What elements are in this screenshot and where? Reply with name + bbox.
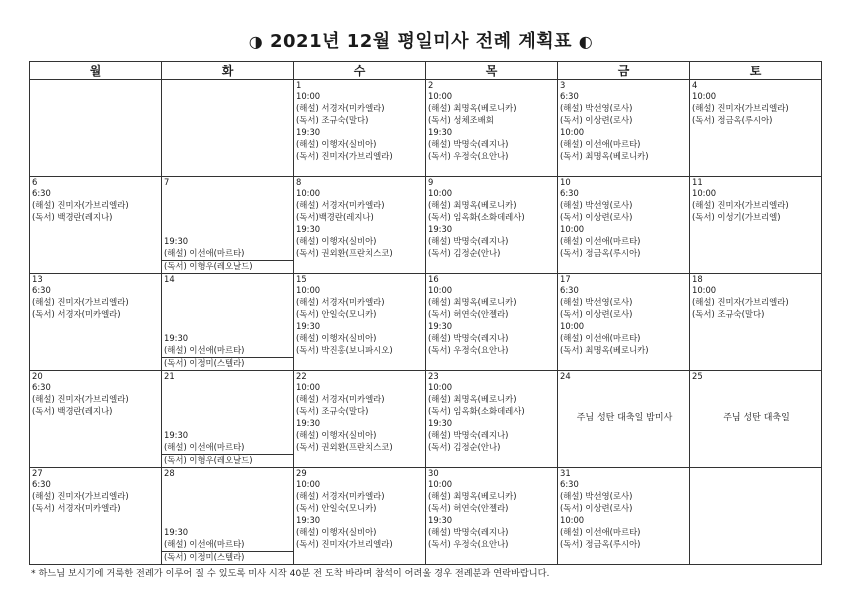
schedule-line: 10:00	[296, 479, 321, 489]
schedule-line: 10:00	[692, 91, 717, 101]
weekday-sat: 토	[690, 62, 822, 80]
schedule-line: 6:30	[560, 91, 579, 101]
schedule-line: 19:30	[296, 223, 321, 234]
special-mass-label: 주님 성탄 대축일	[723, 412, 790, 423]
schedule-line: 10:00	[560, 126, 585, 137]
day-number: 10	[560, 177, 571, 187]
schedule-line: (해설) 이선애(마르타)	[560, 332, 641, 343]
day-cell	[30, 371, 162, 468]
title-text: 2021년 12월 평일미사 전례 계획표	[270, 31, 572, 52]
schedule-line: (해설) 이행자(실비아)	[296, 429, 377, 440]
schedule-line: (독서) 조규숙(말다)	[692, 308, 765, 319]
weekday-wed: 수	[294, 62, 426, 80]
schedule-line: (독서) 이상련(로사)	[560, 211, 633, 222]
day-cell	[162, 274, 294, 371]
day-cell	[294, 177, 426, 274]
day-cell	[558, 371, 690, 468]
day-cell-content	[30, 468, 161, 564]
schedule-line: 19:30	[296, 417, 321, 428]
day-cell	[162, 177, 294, 274]
day-cell-content	[162, 468, 293, 564]
schedule-line: 19:30	[428, 320, 453, 331]
schedule-line: (독서) 안일숙(모니카)	[296, 502, 377, 513]
day-cell	[690, 80, 822, 177]
schedule-line: (해설) 박명숙(레지나)	[428, 429, 509, 440]
schedule-line: (독서) 권외환(프란치스코)	[296, 247, 393, 258]
schedule-line: (해설) 진미자(가브리엘라)	[692, 199, 789, 210]
day-number: 7	[164, 177, 170, 187]
day-cell-content	[690, 371, 821, 467]
schedule-line: (독서) 정금옥(루시아)	[560, 247, 641, 258]
day-number	[692, 468, 821, 479]
day-cell-content	[162, 177, 293, 273]
day-cell-content	[30, 371, 161, 467]
schedule-line: (해설) 이선애(마르타)	[560, 526, 641, 537]
schedule-line: (해설) 이선애(마르타)	[162, 248, 293, 261]
weekday-tue: 화	[162, 62, 294, 80]
week-row	[30, 177, 822, 274]
schedule-line: (독서) 우정숙(요안나)	[428, 538, 509, 549]
schedule-line: (해설) 진미자(가브리엘라)	[32, 296, 129, 307]
schedule-line: (독서) 우정숙(요안나)	[428, 150, 509, 161]
schedule-line: (해설) 진미자(가브리엘라)	[32, 393, 129, 404]
schedule-line: 10:00	[692, 188, 717, 198]
schedule-line: (독서) 진미자(가브리엘라)	[296, 538, 393, 549]
schedule-line: 6:30	[32, 479, 51, 489]
schedule-line: (독서)백경란(레지나)	[296, 211, 374, 222]
day-cell	[294, 371, 426, 468]
day-cell	[162, 468, 294, 565]
schedule-line: 19:30	[428, 417, 453, 428]
week-row	[30, 468, 822, 565]
schedule-line: 19:30	[296, 320, 321, 331]
day-number: 16	[428, 274, 439, 284]
day-number	[32, 80, 161, 91]
day-cell-content	[558, 177, 689, 273]
schedule-line: (해설) 진미자(가브리엘라)	[32, 199, 129, 210]
schedule-line: 10:00	[428, 188, 453, 198]
schedule-line: (독서) 최명옥(베로니카)	[560, 344, 649, 355]
schedule-line: (독서) 이상련(로사)	[560, 308, 633, 319]
schedule-line: 19:30	[164, 236, 189, 247]
day-cell-content	[690, 468, 821, 564]
day-number: 20	[32, 371, 43, 381]
day-cell-content	[690, 274, 821, 370]
day-cell	[30, 177, 162, 274]
schedule-line: 10:00	[296, 285, 321, 295]
day-cell	[690, 468, 822, 565]
schedule-line: (해설) 박선영(로사)	[560, 102, 633, 113]
schedule-line: 6:30	[32, 285, 51, 295]
schedule-line: (해설) 진미자(가브리엘라)	[692, 296, 789, 307]
day-cell-content	[294, 177, 425, 273]
schedule-line: (독서) 백경란(레지나)	[32, 211, 113, 222]
day-cell	[426, 371, 558, 468]
schedule-line: 10:00	[560, 514, 585, 525]
day-number: 29	[296, 468, 307, 478]
schedule-line: (독서) 정금옥(루시아)	[692, 114, 773, 125]
day-number: 1	[296, 80, 302, 90]
day-number: 17	[560, 274, 571, 284]
day-cell	[690, 371, 822, 468]
schedule-line: (독서) 임옥화(소화데레사)	[428, 405, 525, 416]
day-number: 6	[32, 177, 38, 187]
day-number: 27	[32, 468, 43, 478]
day-cell	[30, 274, 162, 371]
schedule-line: (해설) 서경자(미카엘라)	[296, 393, 385, 404]
schedule-line: (해설) 박명숙(레지나)	[428, 526, 509, 537]
day-number: 25	[692, 371, 703, 381]
schedule-line: (독서) 이성기(가브리엘)	[692, 211, 781, 222]
schedule-line: (해설) 진미자(가브리엘라)	[692, 102, 789, 113]
day-number: 2	[428, 80, 434, 90]
weekday-thu: 목	[426, 62, 558, 80]
day-cell	[690, 177, 822, 274]
schedule-line: 19:30	[428, 514, 453, 525]
schedule-line: (해설) 박선영(로사)	[560, 199, 633, 210]
schedule-line: 6:30	[560, 285, 579, 295]
day-number: 23	[428, 371, 439, 381]
schedule-line: (독서) 박진홍(보니파시오)	[296, 344, 393, 355]
schedule-line: 6:30	[32, 382, 51, 392]
week-row	[30, 80, 822, 177]
week-row	[30, 274, 822, 371]
day-cell	[162, 371, 294, 468]
schedule-line: (해설) 이행자(실비아)	[296, 526, 377, 537]
day-number: 24	[560, 371, 571, 381]
schedule-line: (해설) 박명숙(레지나)	[428, 235, 509, 246]
day-cell-content	[426, 80, 557, 176]
day-cell-content	[162, 371, 293, 467]
schedule-line: (해설) 박명숙(레지나)	[428, 138, 509, 149]
schedule-line: 6:30	[32, 188, 51, 198]
schedule-line: 19:30	[428, 223, 453, 234]
day-cell	[294, 274, 426, 371]
schedule-line: (독서) 김정순(안나)	[428, 441, 501, 452]
day-cell-content	[30, 80, 161, 176]
schedule-line: 19:30	[296, 514, 321, 525]
day-cell-content	[426, 177, 557, 273]
day-number: 9	[428, 177, 434, 187]
schedule-line: 19:30	[428, 126, 453, 137]
schedule-line: (해설) 최명옥(베로니카)	[428, 393, 517, 404]
day-number: 15	[296, 274, 307, 284]
schedule-line: (독서) 권외환(프란치스코)	[296, 441, 393, 452]
day-cell	[558, 274, 690, 371]
schedule-line: (독서) 백경란(레지나)	[32, 405, 113, 416]
schedule-line: (해설) 이선애(마르타)	[162, 442, 293, 455]
day-cell	[30, 468, 162, 565]
schedule-line: (독서) 최명옥(베로니카)	[560, 150, 649, 161]
schedule-line: (해설) 최명옥(베로니카)	[428, 199, 517, 210]
schedule-line: (해설) 박선영(로사)	[560, 490, 633, 501]
day-number: 22	[296, 371, 307, 381]
day-cell-content	[690, 177, 821, 273]
day-number: 4	[692, 80, 698, 90]
day-cell-content	[690, 80, 821, 176]
day-cell-content	[30, 274, 161, 370]
schedule-line: (독서) 서경자(미카엘라)	[32, 308, 121, 319]
schedule-line: (독서) 서경자(미카엘라)	[32, 502, 121, 513]
schedule-line: (독서) 우정숙(요안나)	[428, 344, 509, 355]
schedule-line: 19:30	[164, 333, 189, 344]
day-number: 30	[428, 468, 439, 478]
day-cell	[558, 468, 690, 565]
schedule-table	[29, 61, 822, 565]
schedule-line: (독서) 정금옥(루시아)	[560, 538, 641, 549]
day-number: 11	[692, 177, 703, 187]
schedule-line: (해설) 최명옥(베로니카)	[428, 296, 517, 307]
weekday-mon: 월	[30, 62, 162, 80]
day-cell-content	[294, 274, 425, 370]
schedule-line: (해설) 이선애(마르타)	[162, 345, 293, 358]
day-cell-content	[426, 274, 557, 370]
schedule-line: (독서) 이정미(스텔라)	[164, 358, 245, 369]
schedule-line: (독서) 진미자(가브리엘라)	[296, 150, 393, 161]
schedule-line: 10:00	[560, 320, 585, 331]
schedule-line: 10:00	[428, 479, 453, 489]
schedule-line: 10:00	[428, 382, 453, 392]
schedule-line: (독서) 안일숙(모니카)	[296, 308, 377, 319]
day-cell	[426, 80, 558, 177]
half-moon-right-icon: ◐	[578, 32, 594, 51]
day-cell-content	[294, 468, 425, 564]
schedule-line: (해설) 이선애(마르타)	[560, 235, 641, 246]
day-cell	[426, 274, 558, 371]
day-number: 18	[692, 274, 703, 284]
day-cell-content	[426, 371, 557, 467]
schedule-line: (해설) 서경자(미카엘라)	[296, 199, 385, 210]
day-cell	[690, 274, 822, 371]
schedule-line: 19:30	[296, 126, 321, 137]
schedule-line: (해설) 최명옥(베로니카)	[428, 490, 517, 501]
day-cell-content	[30, 177, 161, 273]
day-cell-content	[558, 468, 689, 564]
day-cell-content	[558, 371, 689, 467]
schedule-line: (독서) 이상련(로사)	[560, 502, 633, 513]
day-cell	[426, 468, 558, 565]
schedule-line: (독서) 허연숙(안젤라)	[428, 502, 509, 513]
schedule-line: (독서) 조규숙(말다)	[296, 114, 369, 125]
schedule-line: (독서) 이정미(스텔라)	[164, 552, 245, 563]
schedule-line: 6:30	[560, 188, 579, 198]
schedule-line: (해설) 서경자(미카엘라)	[296, 102, 385, 113]
day-cell-content	[294, 371, 425, 467]
day-number: 28	[164, 468, 175, 478]
day-cell	[426, 177, 558, 274]
day-cell	[294, 468, 426, 565]
day-number: 21	[164, 371, 175, 381]
week-row	[30, 371, 822, 468]
day-number: 8	[296, 177, 302, 187]
day-number: 3	[560, 80, 566, 90]
schedule-line: 10:00	[296, 382, 321, 392]
schedule-line: 10:00	[296, 188, 321, 198]
schedule-line: 6:30	[560, 479, 579, 489]
schedule-line: (해설) 이선애(마르타)	[162, 539, 293, 552]
schedule-line: 10:00	[428, 285, 453, 295]
schedule-line: (해설) 박선영(로사)	[560, 296, 633, 307]
schedule-line: (독서) 조규숙(말다)	[296, 405, 369, 416]
schedule-line: (독서) 허연숙(안젤라)	[428, 308, 509, 319]
schedule-line: 10:00	[428, 91, 453, 101]
schedule-line: 10:00	[692, 285, 717, 295]
day-number: 13	[32, 274, 43, 284]
half-moon-left-icon: ◑	[248, 32, 264, 51]
day-cell	[294, 80, 426, 177]
schedule-line: (해설) 이행자(실비아)	[296, 332, 377, 343]
day-cell	[162, 80, 294, 177]
schedule-line: (독서) 성체조배회	[428, 114, 494, 125]
day-number	[164, 80, 293, 91]
schedule-line: (해설) 서경자(미카엘라)	[296, 296, 385, 307]
special-mass-label: 주님 성탄 대축일 밤미사	[576, 412, 673, 423]
schedule-line: (해설) 박명숙(레지나)	[428, 332, 509, 343]
day-cell-content	[558, 274, 689, 370]
schedule-line: (해설) 서경자(미카엘라)	[296, 490, 385, 501]
page-title	[0, 27, 842, 53]
schedule-line: (독서) 김정순(안나)	[428, 247, 501, 258]
day-cell-content	[162, 80, 293, 176]
schedule-line: (독서) 이형우(레오날드)	[164, 455, 253, 466]
day-number: 31	[560, 468, 571, 478]
schedule-line: (해설) 최명옥(베로니카)	[428, 102, 517, 113]
weekday-header-row	[30, 62, 822, 80]
day-cell	[30, 80, 162, 177]
schedule-line: (해설) 이행자(실비아)	[296, 235, 377, 246]
weekday-fri: 금	[558, 62, 690, 80]
schedule-line: (해설) 이선애(마르타)	[560, 138, 641, 149]
schedule-line: 10:00	[296, 91, 321, 101]
day-cell-content	[162, 274, 293, 370]
day-cell	[558, 80, 690, 177]
day-cell-content	[294, 80, 425, 176]
schedule-line: (독서) 임옥화(소화데레사)	[428, 211, 525, 222]
schedule-line: (해설) 진미자(가브리엘라)	[32, 490, 129, 501]
footnote: * 하느님 보시기에 거룩한 전례가 이루어 질 수 있도록 미사 시작 40분 전 도착 바라며 참석이 어려울 경우 전례분과 연락바랍니다.	[31, 568, 550, 579]
schedule-line: 10:00	[560, 223, 585, 234]
schedule-line: 19:30	[164, 430, 189, 441]
day-cell-content	[426, 468, 557, 564]
day-number: 14	[164, 274, 175, 284]
schedule-line: (독서) 이상련(로사)	[560, 114, 633, 125]
schedule-line: (독서) 이형우(레오날드)	[164, 261, 253, 272]
schedule-line: 19:30	[164, 527, 189, 538]
day-cell-content	[558, 80, 689, 176]
day-cell	[558, 177, 690, 274]
schedule-line: (해설) 이행자(실비아)	[296, 138, 377, 149]
